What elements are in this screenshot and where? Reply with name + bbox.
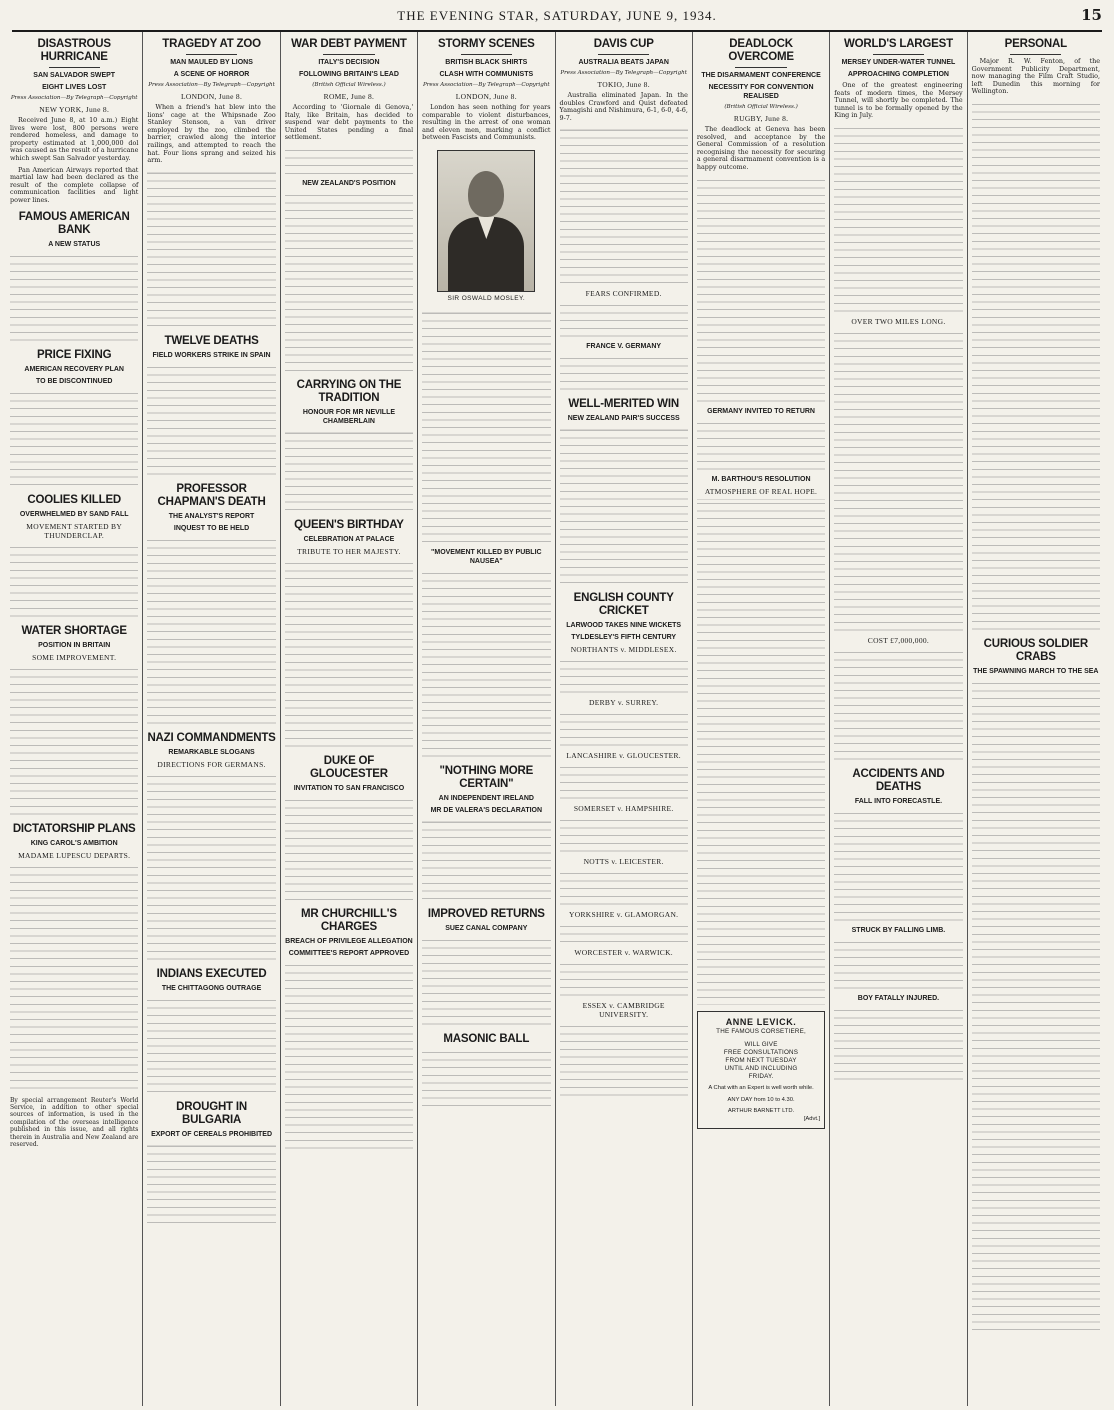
columns: [10, 32, 1104, 1406]
article-text-lines: [560, 426, 688, 586]
subhead: INVITATION TO SAN FRANCISCO: [293, 784, 405, 792]
article-text-lines: [10, 389, 138, 488]
subhead: AN INDEPENDENT IRELAND: [438, 794, 534, 802]
dateline: LONDON, June 8.: [180, 92, 243, 101]
article-paragraph: Received June 8, at 10 a.m.) Eight lives were lost, 800 persons were rendered homeless, and damage to property estimated at 1,000,000 dol was caused as the result of a hurricane which swept San Salvador yesterday.: [10, 116, 139, 162]
headline-deadlock: DEADLOCK OVERCOME: [728, 38, 794, 63]
article-text-lines: [834, 124, 962, 314]
rule: [323, 54, 374, 55]
advert-line: A Chat with an Expert is well worth while.: [708, 1085, 814, 1092]
article-text-lines: [697, 176, 825, 404]
headline-personal: PERSONAL: [1004, 38, 1067, 50]
column-6: [692, 32, 829, 1406]
article-text-lines: [422, 1048, 550, 1108]
article-text-lines: [285, 146, 413, 176]
rule: [461, 54, 512, 55]
subhead: FOLLOWING BRITAIN'S LEAD: [298, 71, 399, 78]
subhead: AUSTRALIA BEATS JAPAN: [578, 59, 669, 66]
headline-nazi: NAZI COMMANDMENTS: [147, 731, 276, 744]
article-text-lines: [422, 569, 550, 759]
subhead: FALL INTO FORECASTLE.: [854, 797, 943, 805]
match-heading: NOTTS v. LEICESTER.: [583, 857, 664, 867]
article-text-lines: [560, 354, 688, 392]
dateline: ROME, June 8.: [323, 92, 375, 101]
advert-line: FREE CONSULTATIONS: [723, 1049, 799, 1057]
subhead: EIGHT LIVES LOST: [42, 84, 107, 91]
article-text-lines: [560, 657, 688, 695]
headline-county-cricket: ENGLISH COUNTY CRICKET: [573, 592, 674, 618]
headline-accidents: ACCIDENTS AND DEATHS: [852, 767, 945, 793]
subhead: THE ANALYST'S REPORT: [168, 512, 255, 520]
subhead: CELEBRATION AT PALACE: [303, 535, 395, 543]
headline-coolies: COOLIES KILLED: [27, 493, 122, 506]
wire-credit: Press Association—By Telegraph—Copyright: [560, 70, 688, 76]
subhead: COMMITTEE'S REPORT APPROVED: [288, 949, 410, 957]
article-paragraph: According to 'Giornale di Genova,' Italy, like Britain, has decided to suspend war debt payments to the United States pending a final settlement.: [284, 103, 414, 142]
match-heading: ESSEX v. CAMBRIDGE UNIVERSITY.: [582, 1001, 665, 1020]
dateline: NEW YORK, June 8.: [39, 105, 110, 114]
subhead: KING CAROL'S AMBITION: [30, 839, 118, 847]
subhead: SUEZ CANAL COMPANY: [445, 924, 528, 932]
advert-name: ANNE LEVICK.: [725, 1016, 797, 1027]
headline-war-debt: WAR DEBT PAYMENT: [291, 38, 407, 50]
subhead: STRUCK BY FALLING LIMB.: [851, 926, 946, 934]
advert-line: FRIDAY.: [748, 1073, 774, 1081]
article-text-lines: [285, 429, 413, 513]
article-text-lines: [147, 363, 275, 477]
article-text-lines: [560, 816, 688, 854]
wire-credit: (British Official Wireless.): [724, 104, 798, 110]
subhead: MAN MAULED BY LIONS: [170, 59, 253, 66]
subhead: FIELD WORKERS STRIKE IN SPAIN: [152, 351, 271, 359]
article-text-lines: [834, 329, 962, 633]
subhead: EXPORT OF CEREALS PROHIBITED: [151, 1130, 273, 1138]
headline-worlds-largest: WORLD'S LARGEST: [843, 38, 953, 50]
column-2: [142, 32, 279, 1406]
masthead-title: THE EVENING STAR, SATURDAY, JUNE 9, 1934.: [397, 8, 717, 23]
wire-credit: Press Association—By Telegraph—Copyright: [422, 82, 550, 88]
subhead: MERSEY UNDER-WATER TUNNEL: [841, 59, 956, 66]
headline-queens-birthday: QUEEN'S BIRTHDAY: [294, 518, 404, 531]
subhead: CLASH WITH COMMUNISTS: [439, 71, 534, 78]
subhead: TRIBUTE TO HER MAJESTY.: [297, 546, 401, 556]
headline-davis-cup: DAVIS CUP: [593, 38, 654, 50]
column-1: [10, 32, 142, 1406]
subhead: NECESSITY FOR CONVENTION REALISED: [708, 84, 814, 100]
subhead: FRANCE V. GERMANY: [586, 343, 662, 351]
column-8: [967, 32, 1104, 1406]
subhead: SAN SALVADOR SWEPT: [33, 72, 116, 79]
article-text-lines: [560, 301, 688, 339]
advert-line: UNTIL AND INCLUDING: [724, 1065, 798, 1073]
rule: [186, 54, 237, 55]
headline-improved-returns: IMPROVED RETURNS: [427, 907, 545, 920]
article-text-lines: [285, 961, 413, 1151]
headline-water: WATER SHORTAGE: [21, 624, 127, 637]
subhead: HONOUR FOR MR NEVILLE CHAMBERLAIN: [302, 408, 396, 425]
column-4: [417, 32, 554, 1406]
rule: [873, 54, 924, 55]
wire-credit: (British Official Wireless.): [312, 82, 386, 88]
advert-line: WILL GIVE: [744, 1041, 778, 1049]
match-heading: NORTHANTS v. MIDDLESEX.: [570, 645, 677, 655]
headline-nothing-more-certain: "NOTHING MORE CERTAIN": [439, 764, 534, 790]
article-text-lines: [560, 922, 688, 945]
subhead: M. BARTHOU'S RESOLUTION: [711, 475, 811, 483]
article-text-lines: [147, 169, 275, 329]
article-text-lines: [147, 772, 275, 962]
subhead: MOVEMENT STARTED BY THUNDERCLAP.: [26, 521, 123, 540]
article-text-lines: [560, 960, 688, 998]
article-paragraph: Pan American Airways reported that martial law had been declared as the result of the complete collapse of communication facilities and light power lines.: [10, 165, 139, 204]
subhead: BOY FATALLY INJURED.: [857, 994, 940, 1002]
article-text-lines: [972, 100, 1100, 632]
subhead: FEARS CONFIRMED.: [585, 289, 662, 299]
article-paragraph: When a friend's hat blew into the lions' cage at the Whipsnade Zoo Stanley Stenson, a van driver employed by the zoo, climbed the barrier, crawled along the interior railings, and attempted to reach the hat. Four lions sprang and seized his arm.: [147, 103, 276, 165]
article-text-lines: [560, 710, 688, 748]
article-text-lines: [560, 763, 688, 801]
rule: [1010, 54, 1061, 55]
subhead: GERMANY INVITED TO RETURN: [707, 407, 815, 415]
column-7: [829, 32, 966, 1406]
wire-credit: Press Association—By Telegraph—Copyright: [148, 82, 275, 88]
article-paragraph: London has seen nothing for years comparable to violent disturbances, resulting in the arrest of one woman and eleven men, marking a conflict between Fascists and Communists.: [422, 103, 551, 142]
article-text-lines: [697, 419, 825, 472]
subhead-nausea: "MOVEMENT KILLED BY PUBLIC NAUSEA": [431, 548, 542, 565]
subhead: THE SPAWNING MARCH TO THE SEA: [973, 667, 1099, 675]
headline-stormy-scenes: STORMY SCENES: [437, 38, 535, 50]
column-5: [555, 32, 692, 1406]
headline-churchill: MR CHURCHILL'S CHARGES: [301, 907, 397, 933]
article-text-lines: [560, 1022, 688, 1098]
subhead: NEW ZEALAND'S POSITION: [302, 179, 396, 187]
subhead: THE CHITTAGONG OUTRAGE: [161, 984, 262, 992]
subhead: DIRECTIONS FOR GERMANS.: [157, 759, 266, 769]
portrait-photo: [437, 150, 535, 292]
article-text-lines: [285, 796, 413, 902]
portrait-head: [468, 171, 504, 217]
article-text-lines: [10, 543, 138, 619]
reuters-notice: By special arrangement Reuter's World Service, in addition to other special sources of information, is used in the compilation of the overseas intelligence published in this issue, and all rights therein in Australia and New Zealand are reserved.: [10, 1096, 139, 1148]
headline-indians: INDIANS EXECUTED: [156, 967, 267, 980]
subhead: MR DE VALERA'S DECLARATION: [430, 806, 543, 814]
subhead: INQUEST TO BE HELD: [173, 524, 250, 532]
subhead: NEW ZEALAND PAIR'S SUCCESS: [567, 415, 680, 423]
subhead: REMARKABLE SLOGANS: [168, 748, 255, 756]
article-paragraph: The deadlock at Geneva has been resolved, and acceptance by the General Commission of a resolution recognising the necessity for securing a general disarmament convention is a happy outcome.: [696, 125, 826, 171]
subhead: BRITISH BLACK SHIRTS: [445, 59, 528, 66]
column-3: [280, 32, 417, 1406]
match-heading: YORKSHIRE v. GLAMORGAN.: [569, 910, 679, 920]
subhead: ATMOSPHERE OF REAL HOPE.: [704, 486, 818, 496]
headline-bank: FAMOUS AMERICAN BANK: [18, 210, 130, 236]
subhead: MADAME LUPESCU DEPARTS.: [18, 850, 131, 860]
headline-tradition: CARRYING ON THE TRADITION: [296, 378, 402, 404]
headline-price-fixing: PRICE FIXING: [37, 348, 112, 361]
subhead: A SCENE OF HORROR: [173, 71, 250, 78]
article-text-lines: [10, 665, 138, 817]
match-heading: LANCASHIRE v. GLOUCESTER.: [566, 751, 681, 761]
article-text-lines: [834, 648, 962, 762]
article-text-lines: [834, 1006, 962, 1082]
advert-line: ARTHUR BARNETT LTD.: [727, 1108, 795, 1115]
article-text-lines: [285, 559, 413, 749]
subhead: BREACH OF PRIVILEGE ALLEGATION: [285, 937, 413, 945]
subhead: POSITION IN BRITAIN: [38, 641, 111, 649]
subhead: TO BE DISCONTINUED: [35, 377, 113, 385]
article-text-lines: [10, 252, 138, 343]
article-paragraph: One of the greatest engineering feats of modern times, the Mersey Tunnel, will shortly be completed. The tunnel is to be formally opened by the King in July.: [834, 81, 963, 120]
headline-well-merited: WELL-MERITED WIN: [568, 398, 679, 411]
article-text-lines: [147, 1142, 275, 1226]
article-text-lines: [147, 536, 275, 726]
subhead: A NEW STATUS: [48, 240, 101, 248]
subhead: OVERWHELMED BY SAND FALL: [19, 510, 129, 518]
rule: [598, 54, 649, 55]
subhead: OVER TWO MILES LONG.: [851, 316, 946, 326]
headline-hurricane: DISASTROUS HURRICANE: [37, 38, 111, 63]
masthead: [12, 4, 1102, 32]
advert-line: THE FAMOUS CORSETIERE,: [716, 1028, 806, 1036]
advert-tag: [Advt.]: [803, 1115, 821, 1122]
article-text-lines: [834, 938, 962, 991]
article-text-lines: [972, 679, 1100, 1332]
wire-credit: Press Association—By Telegraph—Copyright: [10, 95, 138, 101]
headline-masonic-ball: MASONIC BALL: [443, 1032, 530, 1045]
article-text-lines: [422, 309, 550, 545]
article-paragraph: Australia eliminated Japan. In the doubles Crawford and Quist defeated Yamagishi and Nishimura, 6-1, 6-0, 4-6, 9-7.: [559, 91, 688, 122]
subhead: ITALY'S DECISION: [318, 59, 380, 66]
photo-caption: SIR OSWALD MOSLEY.: [447, 294, 526, 302]
dateline: RUGBY, June 8.: [733, 114, 789, 123]
article-paragraph: Major R. W. Fenton, of the Government Publicity Department, now managing the Film Craft Studio, left Dunedin this morning for Wellington.: [971, 57, 1100, 96]
subhead: SOME IMPROVEMENT.: [32, 652, 117, 662]
match-heading: WORCESTER v. WARWICK.: [574, 948, 673, 958]
headline-zoo: TRAGEDY AT ZOO: [162, 38, 261, 50]
subhead: TYLDESLEY'S FIFTH CENTURY: [571, 634, 677, 642]
rule: [49, 67, 100, 68]
rule: [735, 67, 786, 68]
headline-dictatorship: DICTATORSHIP PLANS: [12, 822, 136, 835]
article-text-lines: [560, 869, 688, 907]
advertisement-anne-levick: [697, 1011, 825, 1130]
advert-line: FROM NEXT TUESDAY: [725, 1057, 797, 1065]
match-heading: SOMERSET v. HAMPSHIRE.: [573, 804, 674, 814]
article-text-lines: [422, 818, 550, 902]
article-text-lines: [10, 863, 138, 1091]
subhead: APPROACHING COMPLETION: [847, 71, 949, 78]
subhead: COST £7,000,000.: [867, 635, 930, 645]
article-text-lines: [834, 809, 962, 923]
article-text-lines: [697, 499, 825, 1005]
subhead: THE DISARMAMENT CONFERENCE: [701, 72, 821, 79]
subhead: LARWOOD TAKES NINE WICKETS: [566, 622, 682, 630]
headline-gloucester: DUKE OF GLOUCESTER: [310, 754, 388, 780]
headline-drought: DROUGHT IN BULGARIA: [176, 1100, 247, 1126]
headline-twelve-deaths: TWELVE DEATHS: [164, 334, 259, 347]
subhead: AMERICAN RECOVERY PLAN: [24, 365, 124, 373]
headline-soldier-crabs: CURIOUS SOLDIER CRABS: [983, 637, 1088, 663]
headline-chapman: PROFESSOR CHAPMAN'S DEATH: [157, 482, 266, 508]
advert-line: ANY DAY from 10 to 4.30.: [727, 1096, 795, 1103]
match-heading: DERBY v. SURREY.: [589, 698, 659, 708]
article-text-lines: [422, 936, 550, 1027]
article-text-lines: [560, 126, 688, 286]
dateline: LONDON, June 8.: [455, 92, 517, 101]
article-text-lines: [285, 191, 413, 373]
dateline: TOKIO, June 8.: [597, 80, 650, 89]
article-text-lines: [147, 996, 275, 1095]
page-number: 15: [1081, 6, 1102, 24]
